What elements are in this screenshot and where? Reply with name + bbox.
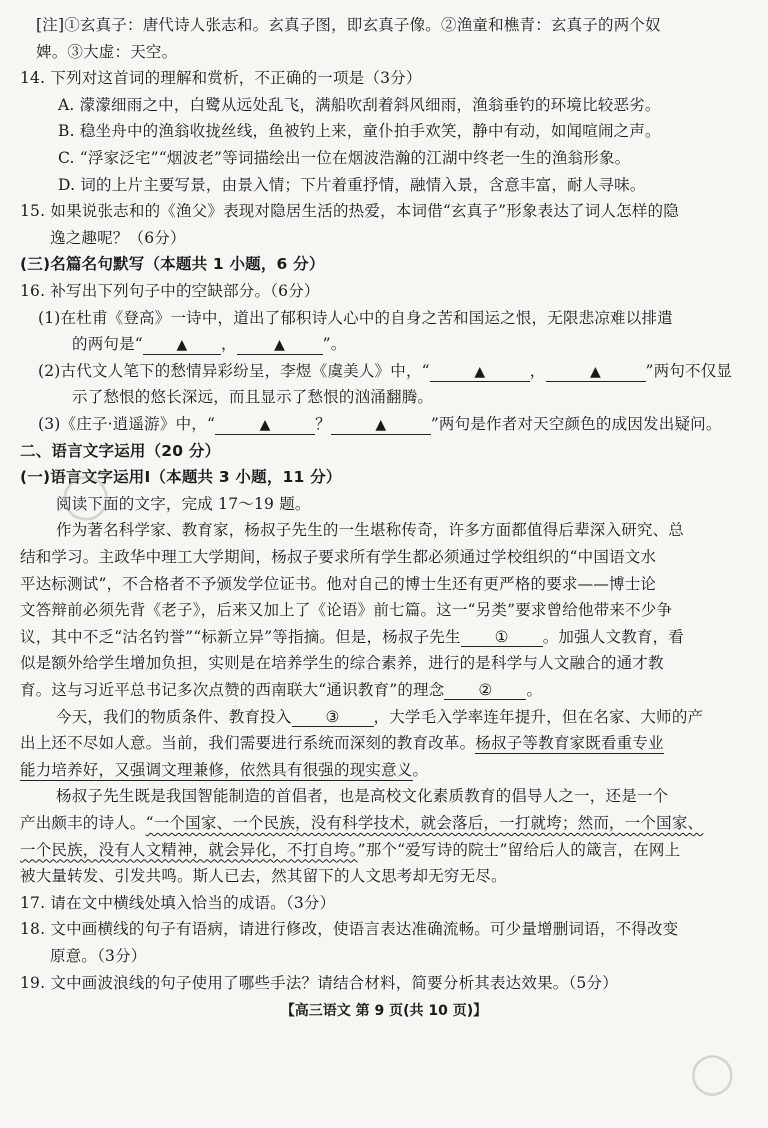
section-3-heading: (三)名篇名句默写（本题共 1 小题，6 分） <box>20 255 325 274</box>
underlined-sentence: 杨叔子等教育家既看重专业 <box>475 734 664 753</box>
q14-option-a: A. 濛濛细雨之中，白鹭从远处乱飞，满船吹刮着斜风细雨，渔翁垂钓的环境比较恶劣。 <box>58 95 661 114</box>
passage-line: 作为著名科学家、教育家，杨叔子先生的一生堪称传奇，许多方面都值得后辈深入研究、总 <box>56 521 685 540</box>
answer-blank[interactable] <box>546 362 646 382</box>
wavy-underlined-sentence: “一个国家、一个民族，没有科学技术，就会落后，一打就垮；然而，一个国家、 <box>145 814 704 832</box>
subsection-1-heading: (一)语言文字运用Ⅰ（本题共 3 小题，11 分） <box>20 468 342 487</box>
passage-line: 平达标测试”，不合格者不予颁发学位证书。他对自己的博士生还有更严格的要求——博士论 <box>20 574 657 593</box>
idiom-blank-3[interactable]: ③ <box>292 708 374 727</box>
triangle-icon: ▲ <box>590 363 601 380</box>
triangle-icon: ▲ <box>474 363 486 380</box>
answer-blank[interactable] <box>143 335 221 355</box>
passage-line: 杨叔子先生既是我国智能制造的首倡者，也是高校文化素质教育的倡导人之一，还是一个 <box>56 787 669 806</box>
page-footer: 【高三语文 第 9 页(共 10 页)】 <box>280 1003 488 1020</box>
wavy-underlined-sentence: 一个民族，没有人文精神，就会异化，不打自垮。 <box>20 840 358 859</box>
answer-blank[interactable] <box>237 335 323 355</box>
note-line-1: [注]①玄真子：唐代诗人张志和。玄真子图，即玄真子像。②渔童和樵青：玄真子的两个奴 <box>36 16 661 34</box>
passage-line: 似是额外给学生增加负担，实则是在培养学生的综合素养，进行的是科学与人文融合的通才教 <box>20 654 664 673</box>
passage-line: 议，其中不乏“沽名钓誉”“标新立异”等指摘。但是，杨叔子先生 ① 。加强人文教育，看 <box>20 627 685 646</box>
passage-line: 产出颇丰的诗人。“一个国家、一个民族，没有科学技术，就会落后，一打就垮；然而，一个国家、 <box>20 814 704 832</box>
idiom-blank-1[interactable]: ① <box>461 628 543 647</box>
passage-line: 能力培养好，又强调文理兼修，依然具有很强的现实意义。 <box>20 760 429 779</box>
q16-p1-line-1: (1)在杜甫《登高》一诗中，道出了郁积诗人心中的自身之苦和国运之恨，无限悲凉难以排遣 <box>38 308 673 327</box>
q16-p2-line-2: 示了愁恨的悠长深远，而且显示了愁恨的汹涌翻腾。 <box>72 388 434 407</box>
note-line-2: 婢。③大虚：天空。 <box>36 42 178 61</box>
q14-option-b: B. 稳坐舟中的渔翁收拢丝线，鱼被钓上来，童仆拍手欢笑，静中有动，如闻喧闹之声。 <box>58 122 661 141</box>
passage-line: 育。这与习近平总书记多次点赞的西南联大“通识教育”的理念 ② 。 <box>20 681 543 699</box>
q18-line-2: 原意。（3分） <box>50 947 147 965</box>
answer-blank[interactable] <box>215 415 315 435</box>
watermark-stamp: ◯ <box>52 462 118 529</box>
passage-line: 文答辩前必须先背《老子》，后来又加上了《论语》前七篇。这一“另类”要求曾给他带来不少争 <box>20 601 673 620</box>
q19: 19. 文中画波浪线的句子使用了哪些手法？请结合材料，简要分析其表达效果。（5分） <box>20 973 618 992</box>
part-2-heading: 二、语言文字运用（20 分） <box>20 441 221 460</box>
underlined-sentence: 能力培养好，又强调文理兼修，依然具有很强的现实意义 <box>20 760 413 779</box>
watermark-logo: ◯ <box>690 1050 735 1096</box>
q16-p1-line-2: 的两句是“ ▲ ， ▲ ”。 <box>72 335 347 354</box>
answer-blank[interactable] <box>331 415 431 435</box>
passage-line: 结和学习。主政华中理工大学期间，杨叔子要求所有学生都必须通过学校组织的“中国语文水 <box>20 548 657 566</box>
reading-instruction: 阅读下面的文字，完成 17～19 题。 <box>56 494 311 513</box>
q14-stem: 14. 下列对这首词的理解和赏析，不正确的一项是（3分） <box>20 69 422 88</box>
q14-option-c: C. “浮家泛宅”“烟波老”等词描绘出一位在烟波浩瀚的江湖中终老一生的渔翁形象。 <box>58 149 631 167</box>
triangle-icon: ▲ <box>274 337 286 354</box>
q16-p2-line-1: (2)古代文人笔下的愁情异彩纷呈，李煜《虞美人》中，“ ▲ ， ▲ ”两句不仅显 <box>38 361 733 380</box>
q16-stem: 16. 补写出下列句子中的空缺部分。（6分） <box>20 282 320 300</box>
passage-line: 今天，我们的物质条件、教育投入 ③ ，大学毛入学率连年提升，但在名家、大师的产 <box>56 707 704 726</box>
q17: 17. 请在文中横线处填入恰当的成语。（3分） <box>20 893 336 912</box>
passage-line: 一个民族，没有人文精神，就会异化，不打自垮。”那个“爱写诗的院士”留给后人的箴言，在网上 <box>20 840 681 859</box>
q18-line-1: 18. 文中画横线的句子有语病，请进行修改，使语言表达准确流畅。可少量增删词语，不得改变 <box>20 920 679 939</box>
passage-line: 出上还不尽如人意。当前，我们需要进行系统而深刻的教育改革。杨叔子等教育家既看重专业 <box>20 734 664 753</box>
q15-line-1: 15. 如果说张志和的《渔父》表现对隐居生活的热爱，本词借“玄真子”形象表达了词人怎样的隐 <box>20 202 679 221</box>
answer-blank[interactable] <box>430 362 530 382</box>
q14-option-d: D. 词的上片主要写景，由景入情；下片着重抒情，融情入景，含意丰富，耐人寻味。 <box>58 175 646 194</box>
q15-line-2: 逸之趣呢？（6分） <box>50 228 186 247</box>
passage-line: 被大量转发、引发共鸣。斯人已去，然其留下的人文思考却无穷无尽。 <box>20 867 507 886</box>
triangle-icon: ▲ <box>259 417 271 433</box>
triangle-icon: ▲ <box>375 417 387 433</box>
idiom-blank-2[interactable]: ② <box>444 681 526 700</box>
q16-p3-line: (3)《庄子·逍遥游》中，“ ▲ ？ ▲ ”两句是作者对天空颜色的成因发出疑问。 <box>38 415 722 433</box>
triangle-icon: ▲ <box>176 337 188 354</box>
